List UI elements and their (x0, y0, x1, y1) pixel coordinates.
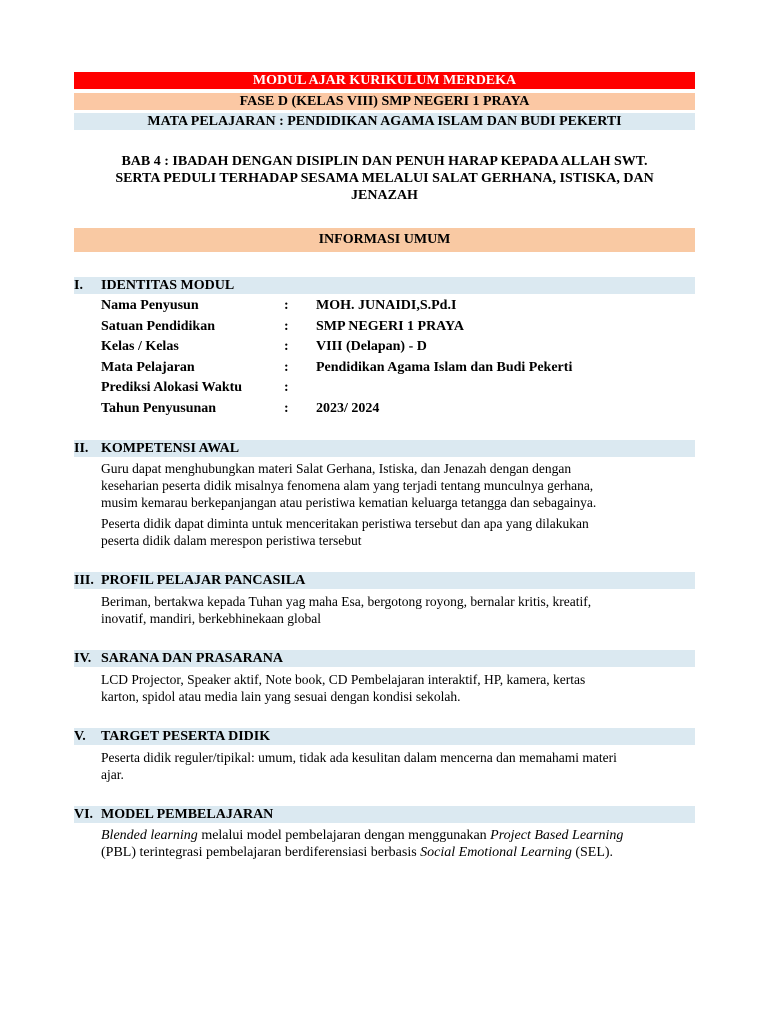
identity-row-nama (101, 297, 695, 314)
section-number: III. (74, 573, 94, 588)
identity-colon: : (284, 360, 289, 375)
identity-colon: : (284, 298, 289, 313)
section-number: I. (74, 278, 83, 293)
italic-term: Blended learning (101, 828, 198, 843)
text-line: Guru dapat menghubungkan materi Salat Gerhana, Istiska, dan Jenazah dengan dengan (101, 461, 572, 476)
text-line (101, 827, 695, 844)
identity-value: SMP NEGERI 1 PRAYA (316, 319, 464, 334)
text-line: karton, spidol atau media lain yang sesuai dengan kondisi sekolah. (101, 689, 461, 704)
info-umum-header: INFORMASI UMUM (74, 228, 695, 252)
identity-key: Mata Pelajaran (101, 360, 195, 375)
section-number: V. (74, 729, 86, 744)
text-line: musim kemarau berkepanjangan atau peristiwa kematian keluarga tetangga dan sebagainya. (101, 495, 597, 510)
profil-paragraph (101, 593, 695, 627)
identity-colon: : (284, 339, 289, 354)
section-sarana-prasarana (74, 650, 695, 667)
text-line: ajar. (101, 767, 124, 782)
identity-key: Tahun Penyusunan (101, 401, 217, 416)
section-number: IV. (74, 651, 92, 666)
text-line: Peserta didik reguler/tipikal: umum, tidak ada kesulitan dalam mencerna dan memahami materi (101, 750, 617, 765)
text-line: Beriman, bertakwa kepada Tuhan yag maha Esa, bergotong royong, bernalar kritis, kreatif, (101, 594, 592, 609)
chapter-line-3: JENAZAH (351, 188, 418, 203)
identity-value: 2023/ 2024 (316, 401, 380, 416)
identity-key: Satuan Pendidikan (101, 319, 215, 334)
text-line: Peserta didik dapat diminta untuk menceritakan peristiwa tersebut dan apa yang dilakukan (101, 516, 589, 531)
section-number: II. (74, 441, 89, 456)
identity-value: Pendidikan Agama Islam dan Budi Pekerti (316, 360, 573, 375)
identity-row-mapel (101, 359, 695, 376)
text-run: (SEL). (571, 845, 614, 860)
identity-value: MOH. JUNAIDI,S.Pd.I (316, 298, 457, 313)
module-title-bar: MODUL AJAR KURIKULUM MERDEKA (74, 72, 695, 89)
model-paragraph (101, 827, 695, 861)
subject-bar: MATA PELAJARAN : PENDIDIKAN AGAMA ISLAM DAN BUDI PEKERTI (74, 113, 695, 130)
section-target-peserta (74, 728, 695, 745)
identity-row-kelas (101, 338, 695, 355)
section-title: SARANA DAN PRASARANA (101, 651, 284, 666)
phase-bar: FASE D (KELAS VIII) SMP NEGERI 1 PRAYA (74, 93, 695, 110)
section-title: KOMPETENSI AWAL (101, 441, 240, 456)
italic-term: Project Based Learning (490, 828, 624, 843)
identity-row-alokasi (101, 379, 695, 396)
text-line: LCD Projector, Speaker aktif, Note book, CD Pembelajaran interaktif, HP, kamera, kertas (101, 672, 586, 687)
chapter-line-1: BAB 4 : IBADAH DENGAN DISIPLIN DAN PENUH HARAP KEPADA ALLAH SWT. (121, 154, 648, 169)
section-model-pembelajaran (74, 806, 695, 823)
sarana-paragraph (101, 671, 695, 705)
section-kompetensi-awal (74, 440, 695, 457)
section-title: PROFIL PELAJAR PANCASILA (101, 573, 306, 588)
section-title: MODEL PEMBELAJARAN (101, 807, 274, 822)
identity-row-tahun (101, 400, 695, 417)
text-run: melalui model pembelajaran dengan menggunakan (197, 828, 491, 843)
identity-row-satuan (101, 318, 695, 335)
text-line: keseharian peserta didik misalnya fenomena alam yang terjadi tentang munculnya gerhana, (101, 478, 594, 493)
target-paragraph (101, 749, 695, 783)
italic-term: Social Emotional Learning (420, 845, 572, 860)
identity-key: Nama Penyusun (101, 298, 199, 313)
section-identitas-modul (74, 277, 695, 294)
section-title: IDENTITAS MODUL (101, 278, 235, 293)
section-number: VI. (74, 807, 94, 822)
section-title: TARGET PESERTA DIDIK (101, 729, 271, 744)
identity-key: Prediksi Alokasi Waktu (101, 380, 243, 395)
chapter-line-2: SERTA PEDULI TERHADAP SESAMA MELALUI SALAT GERHANA, ISTISKA, DAN (115, 171, 654, 186)
text-line: inovatif, mandiri, berkebhinekaan global (101, 611, 322, 626)
chapter-title (74, 153, 695, 204)
kompetensi-paragraph-2 (101, 515, 695, 549)
identity-colon: : (284, 380, 289, 395)
section-profil-pelajar (74, 572, 695, 589)
identity-colon: : (284, 319, 289, 334)
text-run: (PBL) terintegrasi pembelajaran berdiferensiasi berbasis (101, 845, 421, 860)
identity-key: Kelas / Kelas (101, 339, 179, 354)
text-line: peserta didik dalam merespon peristiwa tersebut (101, 533, 362, 548)
identity-value: VIII (Delapan) - D (316, 339, 427, 354)
identity-colon: : (284, 401, 289, 416)
kompetensi-paragraph-1 (101, 460, 695, 511)
text-line (101, 844, 695, 861)
